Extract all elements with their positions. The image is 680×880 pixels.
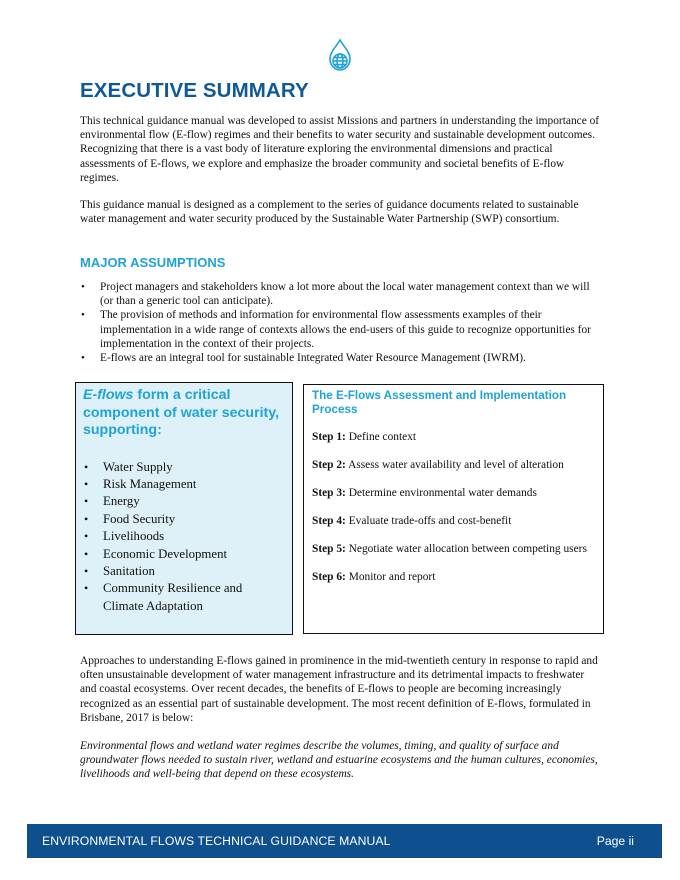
process-heading: The E-Flows Assessment and Implementation Process (312, 389, 567, 417)
list-item: • Livelihoods (83, 528, 285, 545)
benefits-heading-italic: E-flows (83, 387, 134, 403)
step-label: Step 2: (312, 459, 346, 472)
list-item: • Risk Management (83, 476, 285, 493)
benefits-list (83, 459, 285, 616)
list-item: • E-flows are an integral tool for sustainable Integrated Water Resource Management (IWRM). (80, 351, 600, 365)
page-title: EXECUTIVE SUMMARY (80, 79, 309, 102)
step-label: Step 6: (312, 571, 346, 584)
list-item: • Energy (83, 493, 285, 510)
history-paragraph: Approaches to understanding E-flows gained in prominence in the mid-twentieth century in response to rapid and often unsustainable development of water management infrastructure and its detrimental impacts to freshwater and coastal ecosystems. Over recent decades, the benefits of E-flows to people are becoming increasingly recognized as an essential part of sustainable development. The most recent definition of E-flows, formulated in Brisbane, 2017 is below: (80, 655, 598, 724)
process-step (312, 570, 595, 584)
step-label: Step 5: (312, 543, 346, 556)
process-step (312, 430, 595, 444)
process-step (312, 458, 595, 472)
intro-paragraph-2: This guidance manual is designed as a complement to the series of guidance documents related to sustainable water management and water security produced by the Sustainable Water Partnership (SWP) consortium. (80, 199, 579, 226)
step-text: Negotiate water allocation between competing users (345, 543, 587, 556)
step-label: Step 3: (312, 487, 346, 500)
page-footer (27, 824, 662, 858)
list-item: • Food Security (83, 511, 285, 528)
benefits-callout-box (75, 382, 293, 635)
step-text: Define context (345, 431, 417, 444)
process-steps (312, 430, 595, 584)
intro-paragraph-1: This technical guidance manual was developed to assist Missions and partners in understanding the importance of environmental flow (E-flow) regimes and their benefits to water security and sustainable development outcomes. Recognizing that there is a vast body of literature exploring the environmental dimensions and practical assessments of E-flows, we explore and emphasize the broader community and societal benefits of E-flow regimes. (80, 115, 600, 184)
process-step (312, 486, 595, 500)
benefits-heading-rest: form a critical component of water security, supporting: (83, 387, 280, 438)
list-item: • Sanitation (83, 563, 285, 580)
list-item: • The provision of methods and information for environmental flow assessments examples of their implementation in a wide range of contexts allows the end-users of this guide to recognize opportunities for implementation in the context of their projects. (80, 308, 600, 351)
assumptions-heading: MAJOR ASSUMPTIONS (80, 255, 226, 270)
step-label: Step 4: (312, 515, 346, 528)
definition-quote: Environmental flows and wetland water regimes describe the volumes, timing, and quality of surface and groundwater flows needed to sustain river, wetland and estuarine ecosystems and the human cultures, economies, livelihoods and well-being that depend on these ecosystems. (80, 740, 598, 781)
step-text: Assess water availability and level of alteration (345, 459, 564, 472)
list-item: • Water Supply (83, 459, 285, 476)
footer-title: ENVIRONMENTAL FLOWS TECHNICAL GUIDANCE MANUAL (42, 834, 391, 848)
assumptions-list (80, 280, 600, 365)
process-callout-box (303, 384, 604, 634)
page-number: Page ii (596, 834, 634, 848)
step-text: Evaluate trade-offs and cost-benefit (345, 515, 512, 528)
step-text: Determine environmental water demands (345, 487, 537, 500)
list-item: • Economic Development (83, 546, 285, 563)
benefits-heading (83, 387, 285, 440)
water-drop-globe-icon (326, 38, 354, 72)
process-step (312, 514, 595, 528)
process-step (312, 542, 595, 556)
step-label: Step 1: (312, 431, 346, 444)
list-item: • Project managers and stakeholders know a lot more about the local water management context than we will (or than a generic tool can anticipate). (80, 280, 600, 308)
list-item: • Community Resilience and Climate Adaptation (83, 580, 285, 615)
step-text: Monitor and report (345, 571, 436, 584)
